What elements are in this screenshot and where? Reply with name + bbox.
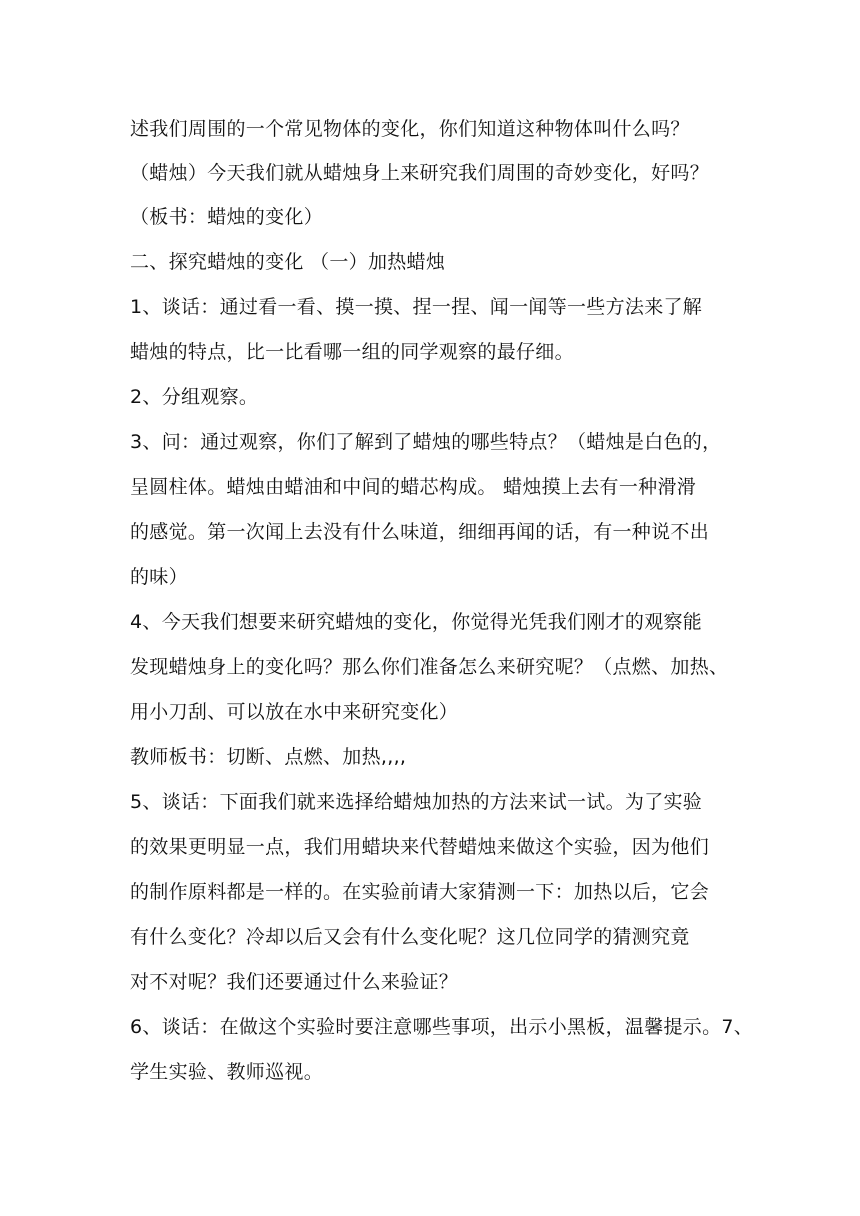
text-line: 4、今天我们想要来研究蜡烛的变化，你觉得光凭我们刚才的观察能 — [130, 611, 703, 633]
text-line: 3、问：通过观察，你们了解到了蜡烛的哪些特点？（蜡烛是白色的， — [130, 431, 722, 453]
text-line: （板书：蜡烛的变化） — [130, 206, 324, 228]
text-line: 蜡烛的特点，比一比看哪一组的同学观察的最仔细。 — [130, 341, 574, 363]
text-line: 6、谈话：在做这个实验时要注意哪些事项，出示小黑板，温馨提示。7、 — [130, 1016, 754, 1038]
section-heading: 二、探究蜡烛的变化 （一）加热蜡烛 — [130, 251, 446, 273]
text-line: 对不对呢？我们还要通过什么来验证？ — [130, 971, 459, 993]
text-line: 的感觉。第一次闻上去没有什么味道，细细再闻的话，有一种说不出 — [130, 521, 710, 543]
text-line: 5、谈话：下面我们就来选择给蜡烛加热的方法来试一试。为了实验 — [130, 791, 703, 813]
text-line: （蜡烛）今天我们就从蜡烛身上来研究我们周围的奇妙变化，好吗？ — [130, 162, 710, 184]
text-line: 有什么变化？冷却以后又会有什么变化呢？这几位同学的猜测究竟 — [130, 926, 690, 948]
text-line: 的味） — [130, 566, 188, 588]
text-line: 发现蜡烛身上的变化吗？那么你们准备怎么来研究呢？（点燃、加热、 — [130, 656, 729, 678]
text-line: 1、谈话：通过看一看、摸一摸、捏一捏、闻一闻等一些方法来了解 — [130, 296, 703, 318]
text-line: 2、分组观察。 — [130, 386, 259, 408]
text-line: 用小刀刮、可以放在水中来研究变化） — [130, 701, 459, 723]
text-line: 教师板书：切断、点燃、加热,,,, — [130, 746, 407, 768]
text-line: 述我们周围的一个常见物体的变化，你们知道这种物体叫什么吗？ — [130, 118, 690, 140]
text-line: 的效果更明显一点，我们用蜡块来代替蜡烛来做这个实验，因为他们 — [130, 836, 710, 858]
text-line: 呈圆柱体。蜡烛由蜡油和中间的蜡芯构成。 蜡烛摸上去有一种滑滑 — [130, 476, 697, 498]
text-line: 的制作原料都是一样的。在实验前请大家猜测一下：加热以后，它会 — [130, 881, 710, 903]
text-line: 学生实验、教师巡视。 — [130, 1061, 324, 1083]
